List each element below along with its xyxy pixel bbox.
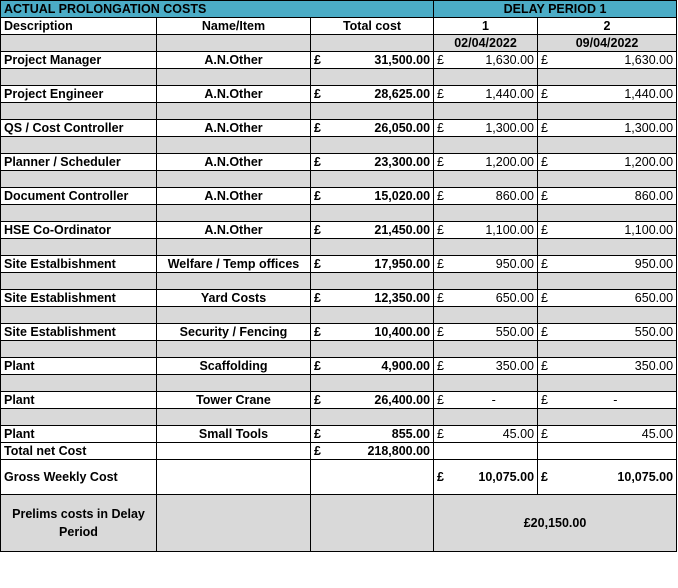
currency-symbol: £ [311, 222, 328, 239]
spacer-cell [157, 205, 311, 222]
spacer-cell [434, 205, 538, 222]
total-net-row [1, 443, 677, 460]
row-week-2: 45.00 [555, 426, 677, 443]
currency-symbol: £ [538, 154, 555, 171]
currency-symbol: £ [434, 460, 451, 495]
row-item: A.N.Other [157, 86, 311, 103]
blank-cell [538, 443, 677, 460]
prelims-label: Prelims costs in Delay Period [1, 495, 157, 552]
col-total-cost: Total cost [311, 18, 434, 35]
currency-symbol: £ [434, 86, 451, 103]
currency-symbol: £ [538, 426, 555, 443]
spacer-cell [311, 239, 434, 256]
spacer-cell [157, 409, 311, 426]
row-week-1: 1,100.00 [451, 222, 538, 239]
currency-symbol: £ [538, 86, 555, 103]
total-net-label: Total net Cost [1, 443, 157, 460]
currency-symbol: £ [311, 324, 328, 341]
spacer-cell [157, 171, 311, 188]
spacer-cell [311, 69, 434, 86]
date-week-2: 09/04/2022 [538, 35, 677, 52]
row-description: Document Controller [1, 188, 157, 205]
row-total: 26,400.00 [328, 392, 434, 409]
spacer-cell [311, 307, 434, 324]
row-total: 10,400.00 [328, 324, 434, 341]
currency-symbol: £ [538, 52, 555, 69]
currency-symbol: £ [538, 222, 555, 239]
row-week-2: 1,100.00 [555, 222, 677, 239]
table-row [1, 222, 677, 239]
spacer-cell [157, 103, 311, 120]
row-total: 21,450.00 [328, 222, 434, 239]
spacer-cell [157, 375, 311, 392]
blank-cell [157, 35, 311, 52]
table-row [1, 188, 677, 205]
spacer-cell [538, 171, 677, 188]
col-week-1: 1 [434, 18, 538, 35]
spacer-row [1, 409, 677, 426]
table-row [1, 392, 677, 409]
blank-cell [157, 495, 311, 552]
currency-symbol: £ [434, 188, 451, 205]
spacer-row [1, 273, 677, 290]
spacer-cell [538, 239, 677, 256]
row-total: 31,500.00 [328, 52, 434, 69]
spacer-cell [157, 137, 311, 154]
row-item: Tower Crane [157, 392, 311, 409]
currency-symbol: £ [538, 120, 555, 137]
spacer-cell [311, 273, 434, 290]
row-week-2: 1,630.00 [555, 52, 677, 69]
spacer-cell [1, 239, 157, 256]
row-week-2: 1,200.00 [555, 154, 677, 171]
spacer-cell [434, 239, 538, 256]
table-row [1, 154, 677, 171]
row-description: QS / Cost Controller [1, 120, 157, 137]
spacer-cell [434, 137, 538, 154]
delay-period-title: DELAY PERIOD 1 [434, 1, 677, 18]
spacer-cell [157, 273, 311, 290]
spacer-cell [538, 307, 677, 324]
table-row [1, 120, 677, 137]
blank-cell [434, 443, 538, 460]
spacer-cell [311, 205, 434, 222]
table-row [1, 290, 677, 307]
row-week-2: 1,440.00 [555, 86, 677, 103]
row-week-1: 1,300.00 [451, 120, 538, 137]
row-week-2: 350.00 [555, 358, 677, 375]
spacer-row [1, 239, 677, 256]
spacer-row [1, 69, 677, 86]
row-description: Plant [1, 392, 157, 409]
prelims-row [1, 495, 677, 552]
table-row [1, 256, 677, 273]
spacer-row [1, 137, 677, 154]
row-total: 15,020.00 [328, 188, 434, 205]
col-name-item: Name/Item [157, 18, 311, 35]
spacer-cell [434, 171, 538, 188]
currency-symbol: £ [434, 324, 451, 341]
row-week-1: 950.00 [451, 256, 538, 273]
row-item: A.N.Other [157, 120, 311, 137]
table-row [1, 86, 677, 103]
spacer-row [1, 171, 677, 188]
spacer-cell [311, 137, 434, 154]
spacer-cell [311, 341, 434, 358]
spacer-cell [434, 375, 538, 392]
currency-symbol: £ [311, 188, 328, 205]
row-description: Project Engineer [1, 86, 157, 103]
row-week-1: 860.00 [451, 188, 538, 205]
spacer-row [1, 341, 677, 358]
total-net-value: 218,800.00 [328, 443, 434, 460]
currency-symbol: £ [538, 256, 555, 273]
row-week-1: 1,200.00 [451, 154, 538, 171]
row-description: HSE Co-Ordinator [1, 222, 157, 239]
row-week-1: 650.00 [451, 290, 538, 307]
currency-symbol: £ [434, 290, 451, 307]
currency-symbol: £ [311, 358, 328, 375]
row-description: Planner / Scheduler [1, 154, 157, 171]
spacer-cell [434, 341, 538, 358]
table-row [1, 52, 677, 69]
spacer-cell [434, 103, 538, 120]
spacer-cell [1, 341, 157, 358]
spacer-cell [311, 171, 434, 188]
row-total: 4,900.00 [328, 358, 434, 375]
row-total: 23,300.00 [328, 154, 434, 171]
gross-weekly-row [1, 460, 677, 495]
row-item: A.N.Other [157, 188, 311, 205]
blank-cell [311, 495, 434, 552]
row-item: Small Tools [157, 426, 311, 443]
blank-cell [311, 460, 434, 495]
blank-cell [157, 460, 311, 495]
currency-symbol: £ [434, 154, 451, 171]
spacer-cell [538, 205, 677, 222]
spacer-cell [434, 273, 538, 290]
row-total: 12,350.00 [328, 290, 434, 307]
currency-symbol: £ [311, 392, 328, 409]
spacer-cell [311, 409, 434, 426]
spacer-cell [1, 375, 157, 392]
spacer-cell [538, 69, 677, 86]
gross-weekly-label: Gross Weekly Cost [1, 460, 157, 495]
row-week-2: 860.00 [555, 188, 677, 205]
row-item: Welfare / Temp offices [157, 256, 311, 273]
currency-symbol: £ [538, 358, 555, 375]
spacer-cell [1, 409, 157, 426]
row-description: Site Establishment [1, 290, 157, 307]
spacer-cell [157, 307, 311, 324]
spacer-cell [1, 69, 157, 86]
currency-symbol: £ [434, 358, 451, 375]
row-week-2: 550.00 [555, 324, 677, 341]
row-week-2: 950.00 [555, 256, 677, 273]
currency-symbol: £ [434, 256, 451, 273]
spacer-row [1, 205, 677, 222]
currency-symbol: £ [538, 460, 555, 495]
row-total: 26,050.00 [328, 120, 434, 137]
gross-week-1: 10,075.00 [451, 460, 538, 495]
table-row [1, 324, 677, 341]
col-description: Description [1, 18, 157, 35]
currency-symbol: £ [434, 52, 451, 69]
date-header-row [1, 35, 677, 52]
col-week-2: 2 [538, 18, 677, 35]
spacer-cell [538, 103, 677, 120]
spacer-cell [538, 341, 677, 358]
spacer-cell [538, 273, 677, 290]
spacer-cell [1, 137, 157, 154]
currency-symbol: £ [311, 426, 328, 443]
row-total: 17,950.00 [328, 256, 434, 273]
table-row [1, 426, 677, 443]
spacer-cell [1, 103, 157, 120]
row-week-2: 650.00 [555, 290, 677, 307]
row-item: A.N.Other [157, 222, 311, 239]
blank-cell [311, 35, 434, 52]
row-week-1: - [451, 392, 538, 409]
row-total: 28,625.00 [328, 86, 434, 103]
row-week-2: 1,300.00 [555, 120, 677, 137]
spacer-row [1, 375, 677, 392]
currency-symbol: £ [434, 222, 451, 239]
currency-symbol: £ [311, 154, 328, 171]
table-title: ACTUAL PROLONGATION COSTS [1, 1, 434, 18]
row-item: Scaffolding [157, 358, 311, 375]
spacer-cell [434, 409, 538, 426]
spacer-row [1, 307, 677, 324]
table-row [1, 358, 677, 375]
blank-cell [1, 35, 157, 52]
row-week-1: 1,440.00 [451, 86, 538, 103]
currency-symbol: £ [538, 290, 555, 307]
row-description: Site Establishment [1, 324, 157, 341]
currency-symbol: £ [311, 86, 328, 103]
spacer-cell [538, 375, 677, 392]
gross-week-2: 10,075.00 [555, 460, 677, 495]
spacer-cell [1, 273, 157, 290]
row-item: Security / Fencing [157, 324, 311, 341]
spacer-cell [1, 307, 157, 324]
row-description: Plant [1, 426, 157, 443]
currency-symbol: £ [311, 256, 328, 273]
row-week-1: 550.00 [451, 324, 538, 341]
currency-symbol: £ [434, 392, 451, 409]
row-item: Yard Costs [157, 290, 311, 307]
currency-symbol: £ [538, 324, 555, 341]
spacer-cell [157, 341, 311, 358]
row-description: Project Manager [1, 52, 157, 69]
row-item: A.N.Other [157, 154, 311, 171]
prelims-value: £20,150.00 [434, 495, 677, 552]
row-week-1: 45.00 [451, 426, 538, 443]
currency-symbol: £ [538, 392, 555, 409]
spacer-cell [157, 69, 311, 86]
currency-symbol: £ [434, 426, 451, 443]
currency-symbol: £ [538, 188, 555, 205]
spacer-cell [157, 239, 311, 256]
currency-symbol: £ [311, 120, 328, 137]
currency-symbol: £ [311, 290, 328, 307]
spacer-cell [434, 307, 538, 324]
spacer-cell [1, 205, 157, 222]
row-item: A.N.Other [157, 52, 311, 69]
spacer-cell [538, 409, 677, 426]
title-row [1, 1, 677, 18]
spacer-cell [538, 137, 677, 154]
row-week-1: 350.00 [451, 358, 538, 375]
currency-symbol: £ [311, 443, 328, 460]
row-description: Plant [1, 358, 157, 375]
row-description: Site Estalbishment [1, 256, 157, 273]
spacer-cell [311, 375, 434, 392]
column-header-row [1, 18, 677, 35]
currency-symbol: £ [311, 52, 328, 69]
row-total: 855.00 [328, 426, 434, 443]
date-week-1: 02/04/2022 [434, 35, 538, 52]
spacer-row [1, 103, 677, 120]
spacer-cell [1, 171, 157, 188]
currency-symbol: £ [434, 120, 451, 137]
spacer-cell [434, 69, 538, 86]
spacer-cell [311, 103, 434, 120]
blank-cell [157, 443, 311, 460]
row-week-2: - [555, 392, 677, 409]
row-week-1: 1,630.00 [451, 52, 538, 69]
